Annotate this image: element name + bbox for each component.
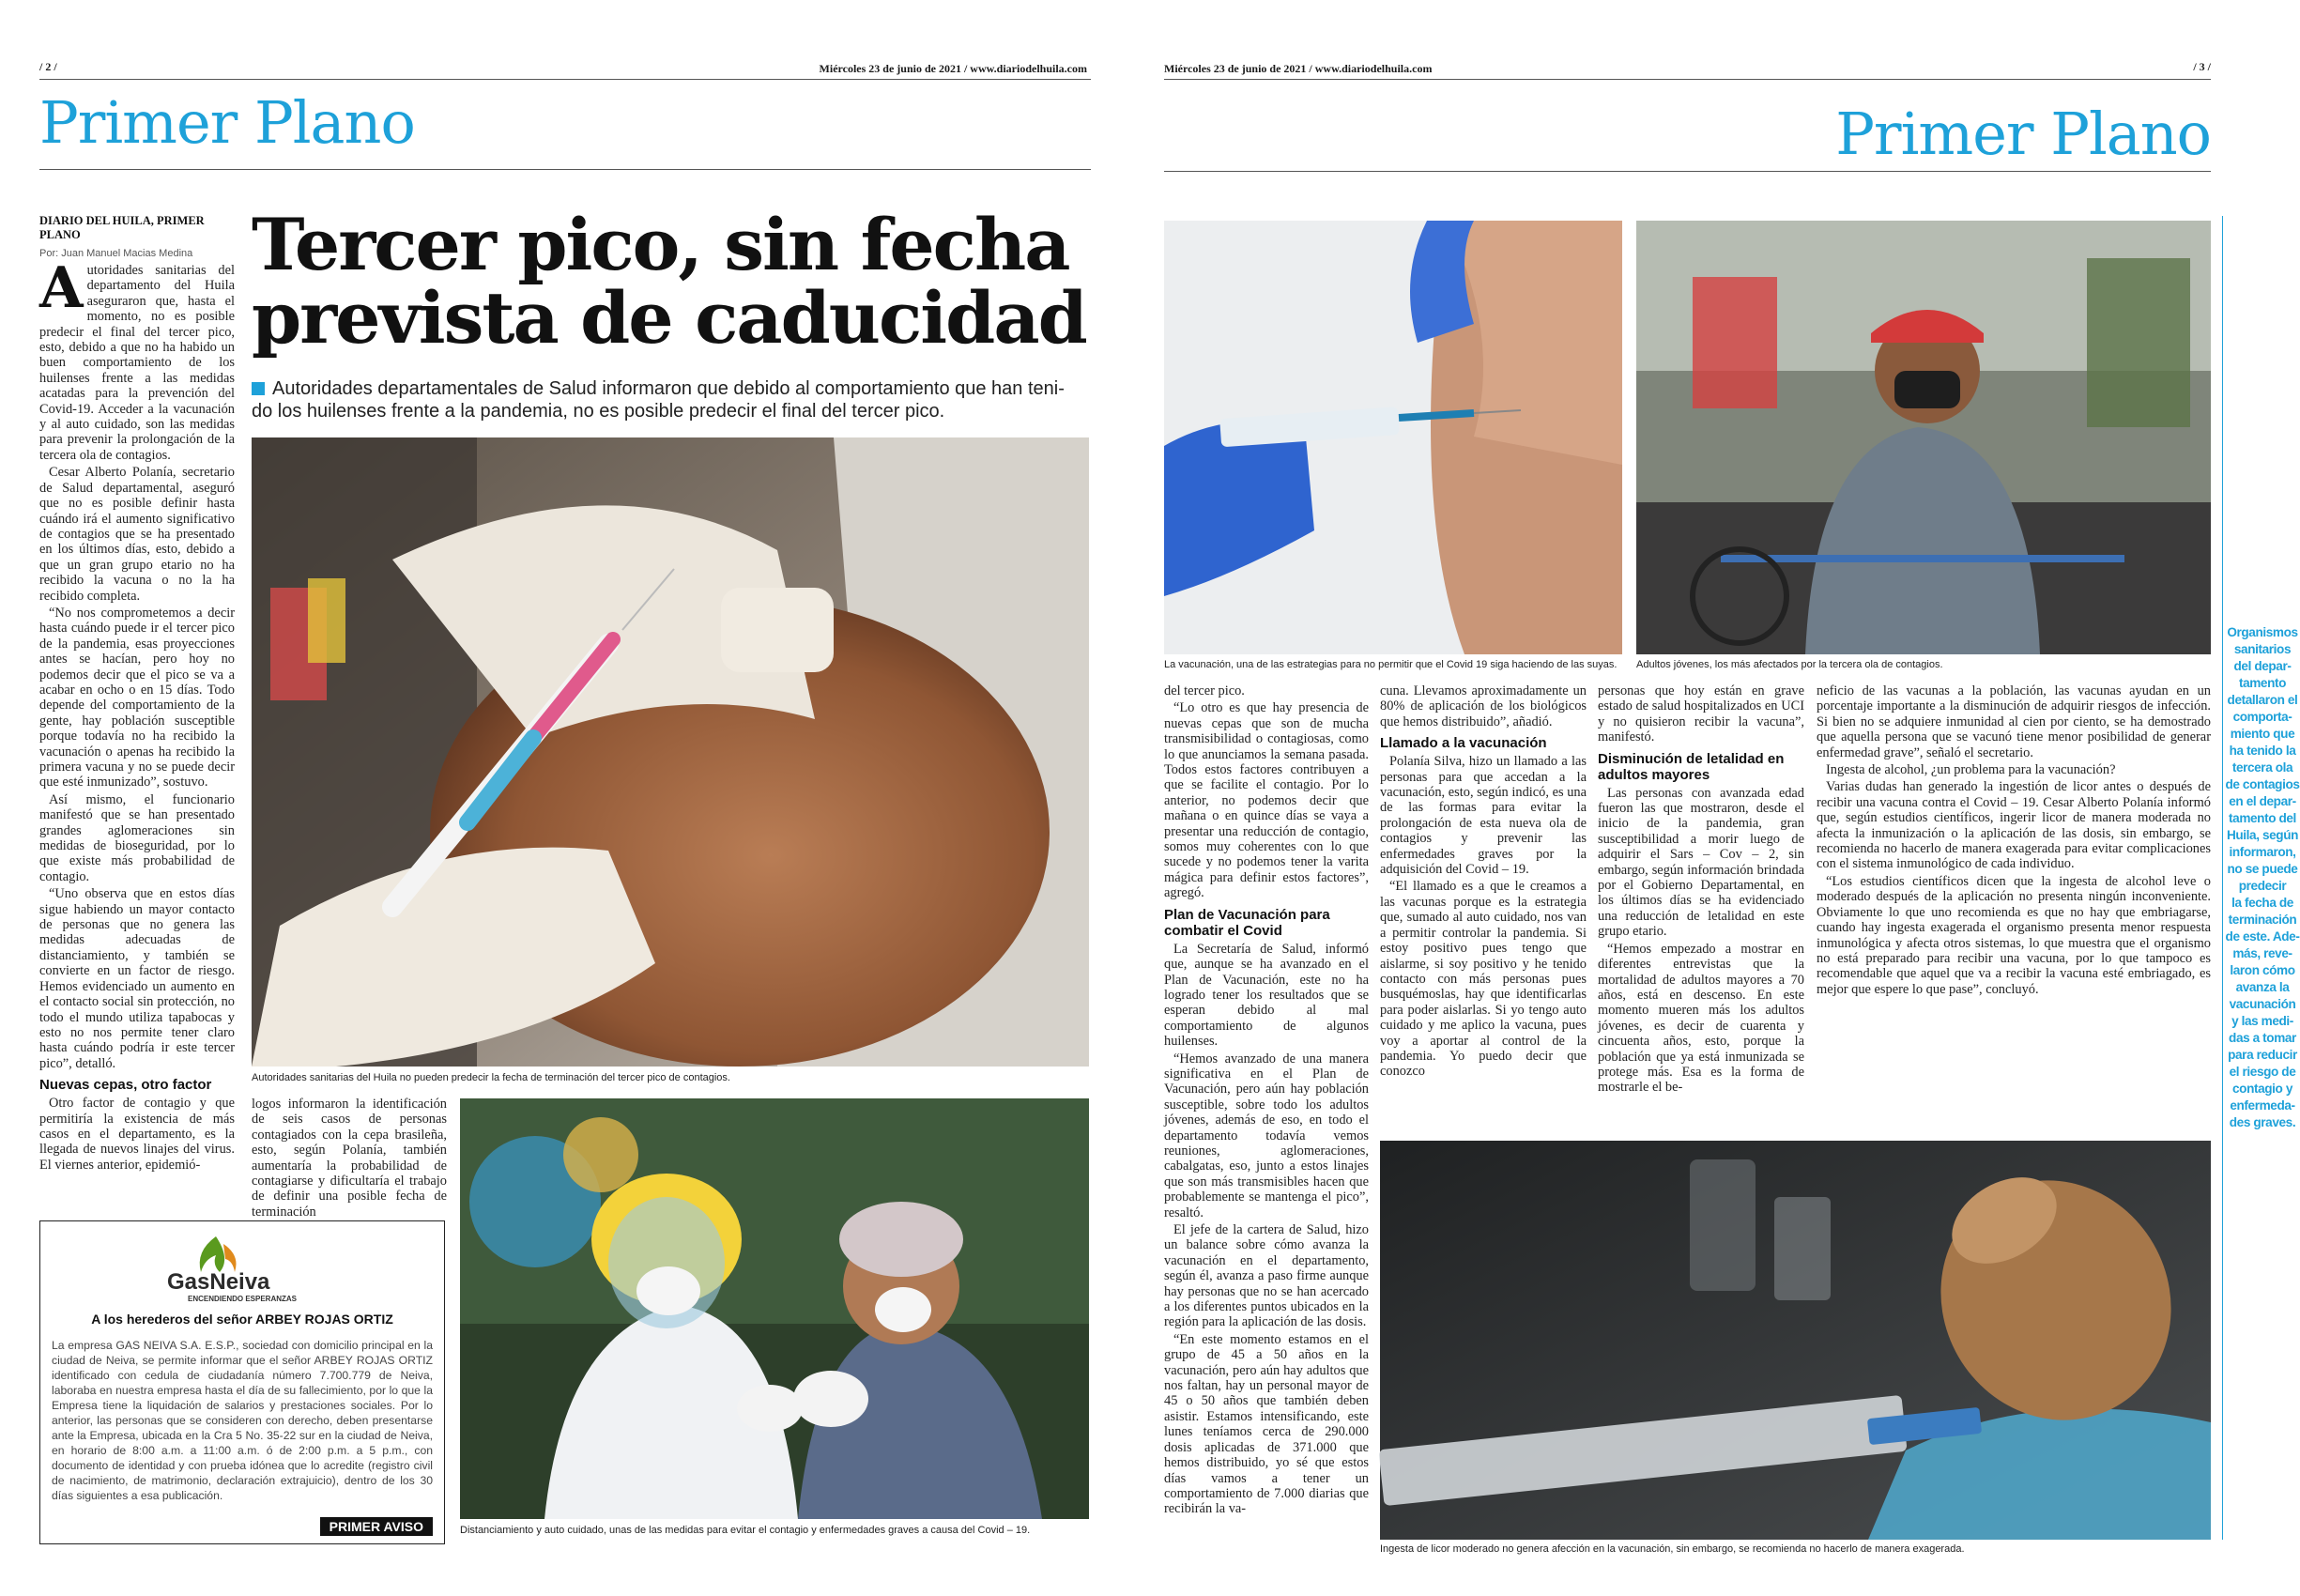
cork-syringe-photo (1380, 1141, 2211, 1540)
date-website: Miércoles 23 de junio de 2021 / www.diariodelhuila.com (1164, 62, 1433, 75)
section-title: Primer Plano (39, 88, 415, 157)
sidebar-line: laron cómo (2230, 963, 2295, 977)
sidebar-line: del depar- (2233, 659, 2292, 673)
main-vaccination-photo (252, 437, 1089, 1067)
sidebar-line: detallaron el (2227, 693, 2298, 707)
article-column-b (1380, 683, 1587, 1134)
caption-vaccine-photo: La vacunación, una de las estrategias para no permitir que el Covid 19 siga haciendo de las suyas. (1164, 659, 1618, 670)
section-rule (1164, 171, 2211, 172)
paragraph: La Secretaría de Salud, informó que, aunque se ha avanzado en el Plan de Vacunación, este no ha logrado tener los resultados que se esperan debido al mal comportamiento de algunos huilenses. (1164, 941, 1369, 1050)
byline-author: Por: Juan Manuel Macias Medina (39, 248, 193, 259)
paragraph: “No nos comprometemos a decir hasta cuándo puede ir el tercer pico de la pandemia, esas proyecciones antes se hacían, pero hoy no podemos decir que el pico se va a acabar en ocho o en 15 días. Todo depende del comportamiento de la gente, hay población susceptible porque todavía no ha recibido la vacunación o apenas ha recibido la primera vacuna y no se puede decir que esté inmunizado”, sostuvo. (39, 605, 235, 790)
byline-kicker: DIARIO DEL HUILA, PRIMER PLANO (39, 214, 205, 241)
caption-young-adults-photo: Adultos jóvenes, los más afectados por la tercera ola de contagios. (1636, 659, 1943, 670)
article-column-1 (39, 255, 235, 1206)
headline-line-1: Tercer pico, sin fecha (252, 203, 1069, 286)
gasneiva-notice-ad (39, 1220, 445, 1544)
sidebar-line: Huila, según (2226, 828, 2299, 842)
ad-logo-subtitle: ENCENDIENDO ESPERANZAS (187, 1295, 297, 1303)
deck-line-2: do los huilenses frente a la pandemia, no es posible predecir el final del tercer pico. (252, 401, 945, 422)
blue-square-icon (252, 382, 265, 395)
sidebar-line: avanza la (2235, 980, 2290, 994)
subheading-disminucion-letalidad: Disminución de letalidad en adultos mayores (1598, 750, 1785, 783)
ad-tag: PRIMER AVISO (320, 1517, 433, 1536)
header-rule (1164, 79, 2211, 80)
dropcap: A (39, 255, 84, 321)
sidebar-line: des graves. (2229, 1115, 2296, 1129)
paragraph: utoridades sanitarias del departamento del Huila aseguraron que, hasta el momento, no es posible predecir el final del tercer pico, esto, debido a que no ha habido un buen comportamiento de los huilenses frente a las medidas acatadas para la prevención del Covid-19. Acceder a la vacunación y al auto cuidado, son las medidas para prevenir la prolongación de la tercera ola de contagios. (39, 263, 235, 463)
sidebar-line: predecir (2238, 879, 2287, 893)
paragraph: “Hemos empezado a mostrar en diferentes entrevistas que la mortalidad de adultos mayores a 70 años, está en descenso. En este momento mueren más los adultos jóvenes, es decir de cuarenta y cincuenta años, esto, porque la población que ya está inmunizada se protege más. Esa es la forma de mostrarle el be- (1598, 941, 1804, 1096)
paragraph: “En este momento estamos en el grupo de 45 a 50 años en la vacunación, pero aún hay adultos que nos faltan, hay un personal mayor de 45 o 50 años que también deben asistir. Estamos intensificando, este lunes teníamos cerca de 290.000 dosis aplicadas de 371.000 que hemos distribuido, yo sé que estos días vamos a tener un comportamiento de 7.000 diarias que recibirán la va- (1164, 1331, 1369, 1517)
paragraph: “Hemos avanzado de una manera significativa en el Plan de Vacunación, pero aún hay población susceptible, sobre todo los adultos jóvenes, además de eso, en todo el departamento todavía vemos reuniones, aglomeraciones, cabalgatas, eso, junto a estos linajes que son más transmisibles hacen que probablemente se mantenga el pico”, resaltó. (1164, 1051, 1369, 1220)
sidebar-line: de este. Ade- (2225, 929, 2300, 944)
nurses-ppe-photo (460, 1098, 1089, 1519)
paragraph: Ingesta de alcohol, ¿un problema para la vacunación? (1826, 762, 2116, 778)
paragraph: Varias dudas han generado la ingestión de licor antes o después de recibir una vacuna contra el Covid – 19. Cesar Alberto Polanía informó que, según estudios científicos, ingerir licor de manera moderada no afecta la inmunización o la aplicación de las dosis, sin embargo, se recomienda no hacerlo de manera exagerada para evitar complicaciones con el sistema inmunológico de cada individuo. (1817, 779, 2211, 872)
article-column-d (1817, 683, 2211, 1134)
left-page (0, 0, 1122, 1596)
paragraph: Polanía Silva, hizo un llamado a las personas para que accedan a la vacunación, esto, según indicó, es una de las formas para evitar la prolongación de esta nueva ola de contagios y prevenir las enfermedades graves por la adquisición del Covid – 19. (1380, 754, 1587, 878)
vaccine-syringe-photo (1164, 221, 1622, 654)
sidebar-line: más, reve- (2232, 946, 2292, 960)
section-rule (39, 169, 1091, 170)
paragraph: El jefe de la cartera de Salud, hizo un balance sobre cómo avanza la vacunación en el departamento, según él, avanza a paso firme aunque hay personas que no se han acercado a los diferentes puntos ubicados en la región para la aplicación de las dosis. (1164, 1222, 1369, 1330)
paragraph: Las personas con avanzada edad fueron las que mostraron, desde el inicio de la pandemia, gran susceptibilidad a morir luego de adquirir el Sars – Cov – 2, sin embargo, según información brindada por el Gobierno Departamental, en los últimos días se ha evidenciado una reducción de letalidad en este grupo etario. (1598, 785, 1804, 940)
young-adults-photo (1636, 221, 2211, 654)
sidebar-line: tamento (2238, 676, 2287, 690)
sidebar-line: vacunación (2229, 997, 2296, 1011)
sidebar-line: informaron, (2229, 845, 2296, 859)
subheading-plan-vacunacion: Plan de Vacunación para combatir el Covid (1164, 906, 1330, 939)
sidebar-line: la fecha de (2231, 896, 2293, 910)
page-number: / 2 / (39, 60, 57, 73)
sidebar-line: miento que (2230, 727, 2295, 741)
paragraph: del tercer pico. (1164, 683, 1245, 698)
sidebar-line: ha tenido la (2229, 744, 2296, 758)
sidebar-line: en el depar- (2229, 794, 2296, 808)
paragraph: Así mismo, el funcionario manifestó que se han presentado grandes aglomeraciones sin medidas de bioseguridad, por lo que existe más probabilidad de contagio. (39, 791, 235, 884)
ad-logo-text: GasNeiva (167, 1269, 270, 1295)
sidebar-line: sanitarios (2233, 642, 2292, 656)
paragraph: “Lo otro es que hay presencia de nuevas cepas que son de mucha transmisibilidad o contagiosas, como lo que anunciamos la semana pasada. Todos estos factores contribuyen a que se facilite el contagio. Por lo anterior, no podemos decir que mañana o en quince días se vaya a presentar una reducción de contagio, somos muy coherentes con lo que sucede y no podemos tener la varita mágica para definir estos factores”, agregó. (1164, 700, 1369, 901)
sidebar-line: das a tomar (2229, 1031, 2296, 1045)
sidebar-line: no se puede (2227, 862, 2298, 876)
section-title: Primer Plano (1835, 100, 2211, 168)
header-rule (39, 79, 1091, 80)
article-column-2 (252, 1097, 447, 1220)
paragraph: “Los estudios científicos dicen que la ingesta de alcohol leve o moderado después de la aplicación no presenta ningún inconveniente. Obviamente lo que uno recomienda es que no hay que embriagarse, cuando hay ingesta exagerada el organismo presenta menor respuesta inmunológica y afecta otros sistemas, lo que muestra que el organismo no está preparado para recibir una vacuna, por lo que tampoco es recomendable que aquel que va a recibir la vacuna esté embriagado, es mejor que espere lo que pase”, concluyó. (1817, 873, 2211, 997)
paragraph: “Uno observa que en estos días sigue habiendo un mayor contacto de personas que no genera las medidas adecuadas de distanciamiento, y también se convierte en un factor de riesgo. Hemos evidenciado un aumento en el contacto social sin protección, no todo el mundo utiliza tapabocas y esto no nos permite tener claro hasta cuándo podría ir este tercer pico”, detalló. (39, 886, 235, 1071)
headline-line-2: prevista de caducidad (252, 276, 1086, 360)
paragraph: Otro factor de contagio y que permitiría la existencia de más casos en el departamento, es la llegada de nuevos linajes del virus. El viernes anterior, epidemió- (39, 1096, 235, 1173)
caption-cork-photo: Ingesta de licor moderado no genera afección en la vacunación, sin embargo, se recomienda no hacerlo de manera exagerada. (1380, 1543, 1965, 1555)
right-page (1122, 0, 2300, 1596)
article-column-a (1164, 683, 1369, 1545)
paragraph: neficio de las vacunas a la población, las vacunas ayudan en un porcentaje importante a la disminución de adquirir riesgos de infección. Si bien no se adquiere inmunidad al cien por ciento, se ha demostrado que aquella persona que se vacunó tiene menor posibilidad de generar enfermedad grave”, señaló el secretario. (1817, 683, 2211, 760)
sidebar-line: comporta- (2232, 710, 2292, 724)
sidebar-line: terminación (2228, 913, 2297, 927)
paragraph: cuna. Llevamos aproximadamente un 80% de aplicación de los biológicos que hemos distribuido”, añadió. (1380, 683, 1587, 729)
paragraph: personas que hoy están en grave estado de salud hospitalizados en UCI y no quisieron recibir la vacuna”, manifestó. (1598, 683, 1804, 745)
subheading-llamado: Llamado a la vacunación (1380, 735, 1547, 752)
ad-body: La empresa GAS NEIVA S.A. E.S.P., sociedad con domicilio principal en la ciudad de Neiva, se permite informar que el señor ARBEY ROJAS ORTIZ identificado con cedula de ciudadanía número 7.700.779 de Neiva, laboraba en nuestra empresa hasta el día de su fallecimiento, por lo que la Empresa tiene la liquidación de salarios y prestaciones sociales. Por lo anterior, las personas que se consideren con derecho, deben presentarse ante la Empresa, ubicada en la Cra 5 No. 35-22 sur en la ciudad de Neiva, en horario de 8:00 a.m. a 11:00 a.m. ó de 2:00 p.m. a 5 p.m., con documento de identidad y con prueba idónea que lo acredite (registro civil de nacimiento, de matrimonio, declaración extrajuicio), dentro de los 30 días siguientes a esa publicación. (52, 1339, 433, 1502)
sidebar-line: el riesgo de (2229, 1065, 2296, 1079)
date-website: Miércoles 23 de junio de 2021 / www.diariodelhuila.com (819, 62, 1087, 75)
sidebar-line: tamento del (2229, 811, 2296, 825)
article-column-c (1598, 683, 1804, 1134)
sidebar-rule (2222, 216, 2223, 1540)
caption-main-photo: Autoridades sanitarias del Huila no pueden predecir la fecha de terminación del tercer pico de contagios. (252, 1072, 730, 1083)
caption-nurses-photo: Distanciamiento y auto cuidado, unas de las medidas para evitar el contagio y enfermedades graves a causa del Covid – 19. (460, 1525, 1031, 1536)
sidebar-line: para reducir (2228, 1048, 2297, 1062)
deck (252, 377, 1096, 422)
sidebar-summary (2225, 624, 2300, 1131)
deck-line-1: Autoridades departamentales de Salud informaron que debido al comportamiento que han teni- (272, 378, 1065, 399)
paragraph: logos informaron la identificación de seis casos de personas contagiados con la cepa brasileña, esto, según Polanía, también aumentaría la probabilidad de contagiarse y dificultaría el trabajo de definir una posible fecha de terminación (252, 1097, 447, 1220)
sidebar-line: enfermeda- (2230, 1098, 2295, 1113)
paragraph: Cesar Alberto Polanía, secretario de Salud departamental, aseguró que no es posible definir hasta cuándo irá el aumento significativo de contagios que se ha presentado en los últimos días, esto, debido a que un gran grupo etario no ha recibido la vacuna o no la ha recibido completa. (39, 465, 235, 604)
headline (252, 203, 1096, 360)
gas-flame-icon (130, 1231, 355, 1297)
sidebar-line: Organismos (2227, 625, 2298, 639)
page-number: / 3 / (2193, 60, 2211, 73)
sidebar-line: de contagios (2225, 777, 2300, 791)
sidebar-line: y las medi- (2231, 1014, 2293, 1028)
sidebar-line: contagio y (2232, 1082, 2292, 1096)
sidebar-line: tercera ola (2231, 760, 2293, 775)
ad-title: A los herederos del señor ARBEY ROJAS ORTIZ (91, 1312, 393, 1327)
subheading-nuevas-cepas: Nuevas cepas, otro factor (39, 1077, 212, 1094)
paragraph: “El llamado es a que le creamos a las vacunas porque es la estrategia que, sumado al auto cuidado, nos van a permitir controlar la pandemia. Si estoy positivo pues tengo que aislarme, si soy positivo y he tenido contacto con más personas pues busquémoslas, hay que identificarlas para poder aislarlas. Si yo tengo auto cuidado y me aplico la vacuna, pues voy a aportar al control de la pandemia. Yo puedo decir que conozco (1380, 879, 1587, 1080)
